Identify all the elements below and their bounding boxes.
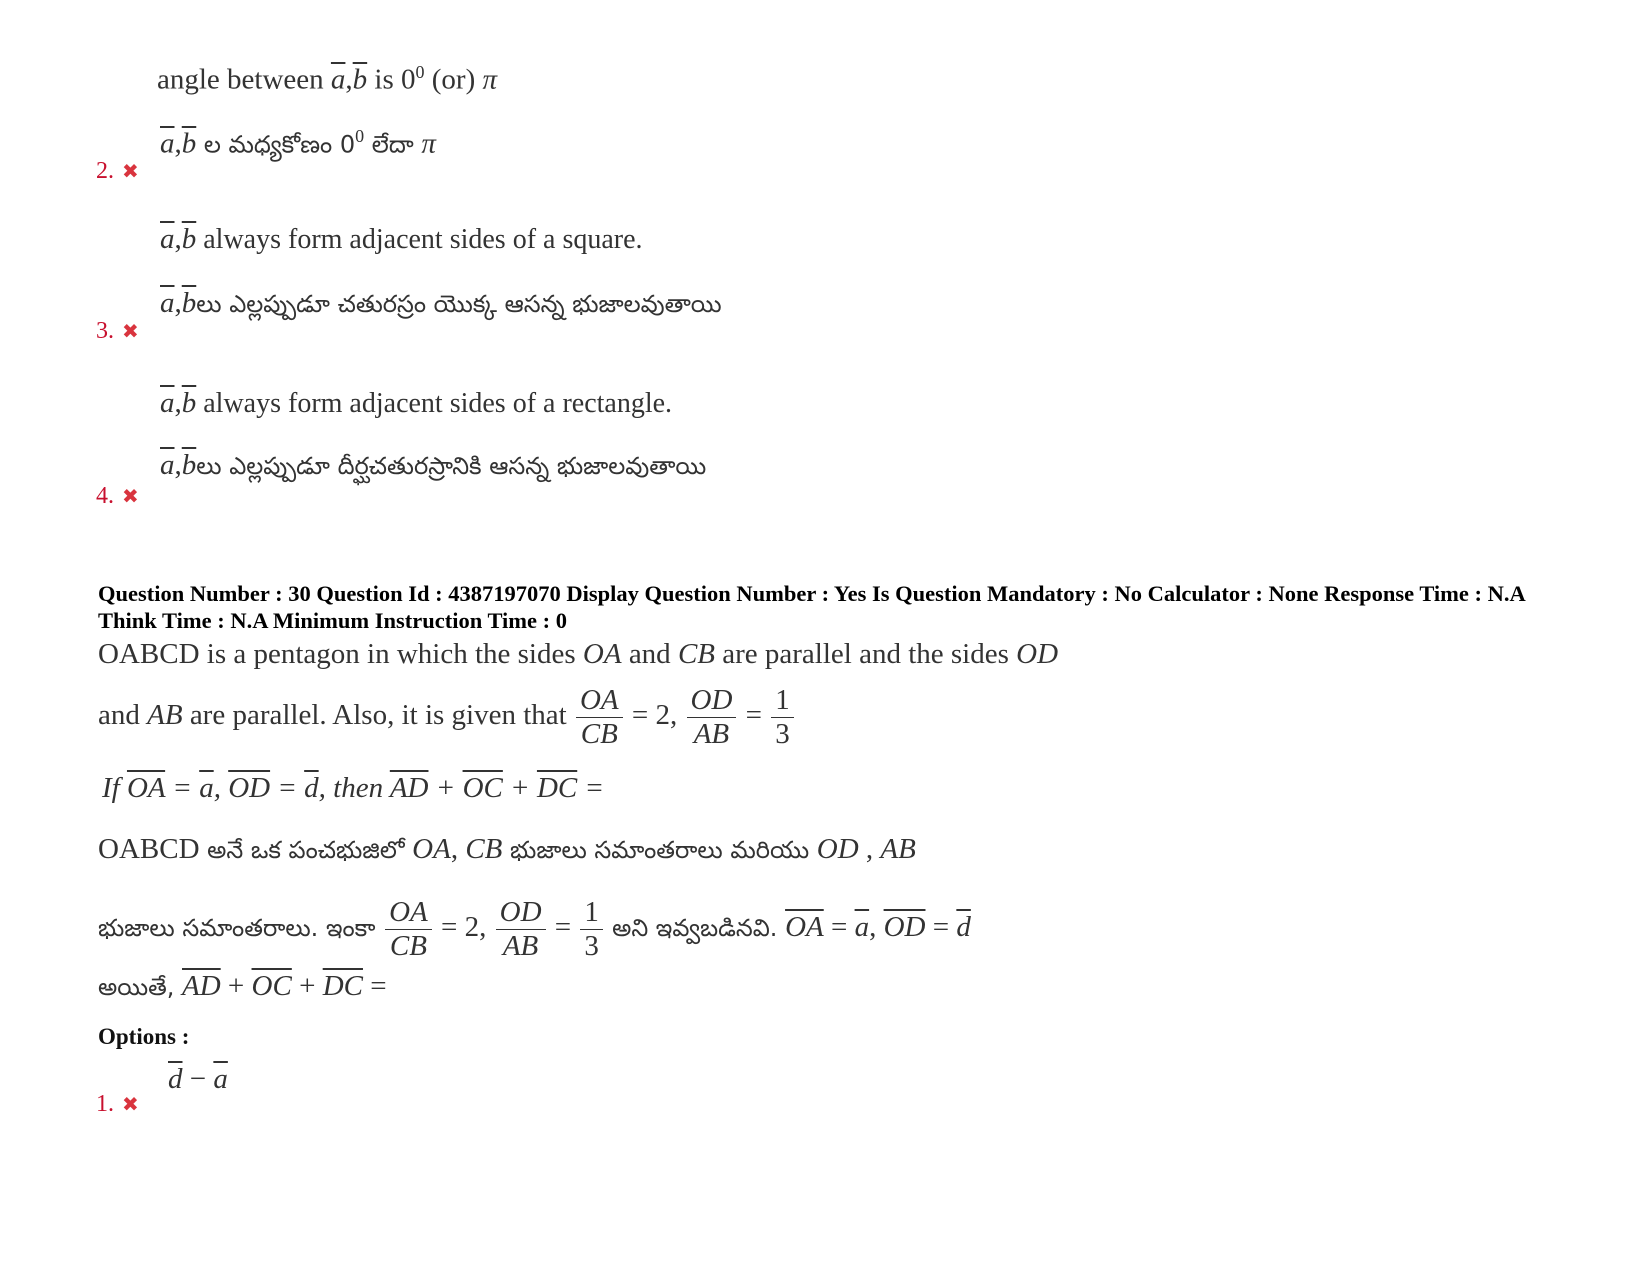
option-3-english: $\overline{a},\overline{b}$ always form adjacent sides of a rectangle. bbox=[160, 387, 673, 419]
wrong-icon: ✖ bbox=[122, 1092, 139, 1116]
fraction-one-third: $\frac{1}{3}$ bbox=[771, 684, 794, 751]
wrong-icon: ✖ bbox=[122, 159, 139, 183]
option-3-telugu: $\overline{a},\overline{b}లు$ ఎల్లప్పుడూ దీర్ఘచతురస్రానికి ఆసన్న భుజాలవుతాయి bbox=[160, 449, 707, 481]
question-meta: Question Number : 30 Question Id : 4387197070 Display Question Number : Yes Is Question Mandatory : No Calculator : None Response Time : N.A Think Time : N.A Minimum Instruction Time : 0 bbox=[98, 581, 1525, 633]
fraction-od-ab-telugu: $\frac{OD}{AB}$ bbox=[496, 896, 546, 963]
question-telugu-line2: భుజాలు సమాంతరాలు. ఇంకా $\frac{OA}{CB}$ = 2, $\frac{OD}{AB}$ = $\frac{1}{3}$ అని ఇవ్వబడినవి. $\overline{OA} = \overline{a}$, $\overline{OD} = \overline{d}$ bbox=[98, 896, 971, 962]
option-2-number: 2. ✖ bbox=[96, 158, 139, 184]
fraction-oa-cb: $\frac{OA}{CB}$ bbox=[576, 684, 623, 751]
options-label: Options : bbox=[98, 1024, 190, 1049]
question-english-line3: If $\overline{OA} = \overline{a}$, $\overline{OD} = \overline{d}$, then $\overline{AD} + \overline{OC} + \overline{DC}$ = bbox=[102, 772, 605, 804]
fraction-one-third-telugu: $\frac{1}{3}$ bbox=[580, 896, 603, 963]
option-1-english: angle between $\overline{a},\overline{b}$ is $0^0$ (or) π bbox=[157, 62, 498, 96]
question-english-line2: and AB are parallel. Also, it is given that $\frac{OA}{CB}$ = 2, $\frac{OD}{AB}$ = $\frac{1}{3}$ bbox=[98, 684, 796, 751]
option-2-telugu: $\overline{a},\overline{b}లు$ ఎల్లప్పుడూ చతురస్రం యొక్క ఆసన్న భుజాలవుతాయి bbox=[160, 287, 722, 319]
q30-option-1-text: $\overline{d} - \overline{a}$ bbox=[168, 1063, 228, 1095]
option-4-number: 4. ✖ bbox=[96, 483, 139, 509]
option-1-telugu: $\overline{a},\overline{b}$ ల మధ్యకోణం $0^0$ లేదా π bbox=[160, 126, 436, 160]
question-telugu-line3: అయితే, $\overline{AD} + \overline{OC} + \overline{DC}$ = bbox=[98, 970, 387, 1002]
question-english-line1: OABCD is a pentagon in which the sides OA and CB are parallel and the sides OD bbox=[98, 638, 1059, 670]
fraction-oa-cb-telugu: $\frac{OA}{CB}$ bbox=[385, 896, 432, 963]
fraction-od-ab: $\frac{OD}{AB}$ bbox=[687, 684, 737, 751]
question-telugu-line1: OABCD అనే ఒక పంచభుజిలో OA, CB భుజాలు సమాంతరాలు మరియు OD , AB bbox=[98, 833, 916, 865]
option-3-number: 3. ✖ bbox=[96, 318, 139, 344]
q30-option-1-number: 1. ✖ bbox=[96, 1091, 139, 1117]
wrong-icon: ✖ bbox=[122, 319, 139, 343]
wrong-icon: ✖ bbox=[122, 484, 139, 508]
option-2-english: $\overline{a},\overline{b}$ always form adjacent sides of a square. bbox=[160, 223, 643, 255]
